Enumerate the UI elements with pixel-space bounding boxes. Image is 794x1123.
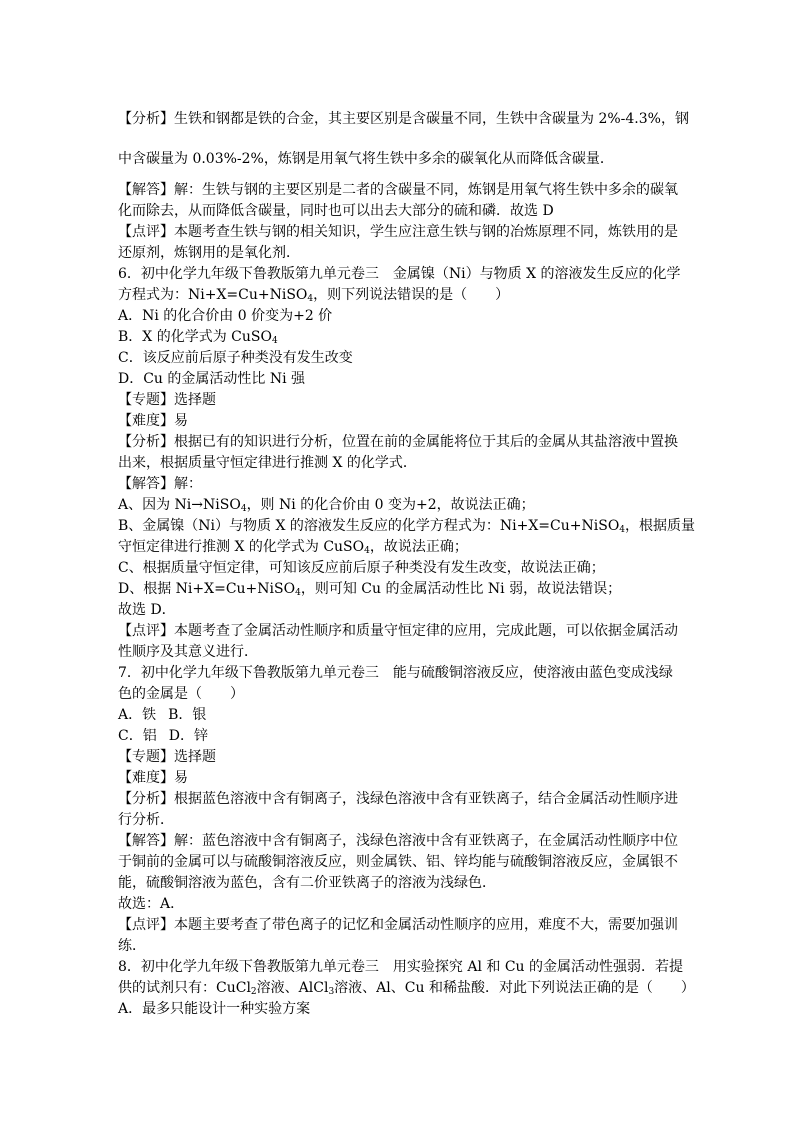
q6-analysis-line-1: 【分析】根据已有的知识进行分析，位置在前的金属能将位于其后的金属从其盐溶液中置换 (118, 434, 678, 450)
q6-answer-d-text-2: ，则可知 Cu 的金属活动性比 Ni 弱，故说法错误； (300, 581, 622, 597)
q6-answer-a (118, 496, 535, 514)
q6-answer-b-subscript-1: 4 (619, 525, 626, 535)
q6-comment-line-2: 性顺序及其意义进行． (118, 644, 258, 660)
q6-answer-b-line-2 (118, 538, 468, 556)
q6-answer-heading: 【解答】解： (118, 476, 202, 492)
q8-stem-text-c: 溶液、Al、Cu 和稀盐酸．对此下列说法正确的是（ ） (334, 980, 695, 996)
q5-comment-line-2: 还原剂，炼钢用的是氧化剂． (118, 245, 300, 261)
q6-answer-a-text-1: A、因为 Ni→NiSO (118, 497, 241, 513)
q6-final-choice: 故选 D． (118, 602, 176, 618)
q6-answer-b-text-3: 守恒定律进行推测 X 的化学式为 CuSO (118, 539, 365, 555)
q8-option-a: A．最多只能设计一种实验方案 (118, 1001, 311, 1017)
q6-answer-b-subscript-2: 4 (364, 546, 370, 556)
q8-stem-text-b: 溶液、AlCl (256, 980, 329, 996)
q6-stem-text-a: 方程式为：Ni+X=Cu+NiSO (118, 287, 308, 303)
q6-answer-d-subscript: 4 (295, 588, 301, 598)
q6-answer-d-text-1: D、根据 Ni+X=Cu+NiSO (118, 581, 296, 597)
q6-stem-line-2 (118, 286, 509, 304)
q7-stem-line-1: 7．初中化学九年级下鲁教版第九单元卷三 能与硫酸铜溶液反应，使溶液由蓝色变成浅绿 (118, 665, 673, 681)
q7-stem-line-2: 色的金属是（ ） (118, 686, 244, 702)
q5-analysis-line-2: 中含碳量为 0.03%-2%，炼钢是用氧气将生铁中多余的碳氧化从而降低含碳量． (118, 151, 614, 167)
q6-answer-b-text-1: B、金属镍（Ni）与物质 X 的溶液发生反应的化学方程式为：Ni+X=Cu+NiSO (118, 518, 620, 534)
q6-answer-d (118, 580, 621, 598)
q7-option-a: A．铁 (118, 707, 157, 723)
q7-option-d: D．锌 (168, 728, 208, 744)
q8-stem-line-2 (118, 979, 695, 997)
q6-answer-b-text-2: ，根据质量 (625, 518, 696, 534)
q6-option-c: C．该反应前后原子种类没有发生改变 (118, 350, 353, 366)
q6-answer-c: C、根据质量守恒定律，可知该反应前后原子种类没有发生改变，故说法正确； (118, 560, 605, 576)
q6-comment-line-1: 【点评】本题考查了金属活动性顺序和质量守恒定律的应用，完成此题，可以依据金属活动 (118, 623, 678, 639)
q6-stem-text-b: ，则下列说法错误的是（ ） (313, 287, 510, 303)
q7-answer-line-3: 能，硫酸铜溶液为蓝色，含有二价亚铁离子的溶液为浅绿色． (118, 875, 496, 891)
q7-difficulty: 【难度】易 (118, 770, 188, 786)
q6-option-b-text: B．X 的化学式为 CuSO (118, 329, 272, 345)
q6-analysis-line-2: 出来，根据质量守恒定律进行推测 X 的化学式． (118, 455, 417, 471)
q5-comment-line-1: 【点评】本题考查生铁与钢的相关知识，学生应注意生铁与钢的冶炼原理不同，炼铁用的是 (118, 224, 678, 240)
q6-answer-b-text-4: ，故说法正确； (369, 539, 468, 555)
q6-option-b-subscript: 4 (271, 336, 278, 346)
q5-analysis-line-1: 【分析】生铁和钢都是铁的合金，其主要区别是含碳量不同，生铁中含碳量为 2%-4.3%，钢 (118, 111, 689, 127)
q7-options-row-2 (118, 727, 208, 745)
q7-options-row-1 (118, 706, 206, 724)
q6-answer-b-line-1 (118, 517, 695, 535)
q7-answer-line-1: 【解答】解：蓝色溶液中含有铜离子，浅绿色溶液中含有亚铁离子，在金属活动性顺序中位 (118, 833, 678, 849)
q8-stem-text-a: 供的试剂只有：CuCl (118, 980, 251, 996)
q7-analysis-line-1: 【分析】根据蓝色溶液中含有铜离子，浅绿色溶液中含有亚铁离子，结合金属活动性顺序进 (118, 791, 678, 807)
q8-stem-subscript-2: 3 (328, 987, 335, 997)
q6-stem-line-1: 6．初中化学九年级下鲁教版第九单元卷三 金属镍（Ni）与物质 X 的溶液发生反应的化学 (118, 266, 681, 282)
q6-difficulty: 【难度】易 (118, 413, 188, 429)
q6-answer-a-text-2: ，则 Ni 的化合价由 0 变为+2，故说法正确； (246, 497, 535, 513)
q6-stem-subscript: 4 (307, 294, 314, 304)
q6-option-a: A．Ni 的化合价由 0 价变为+2 价 (118, 308, 333, 324)
q5-answer-line-2: 化而除去，从而降低含碳量，同时也可以出去大部分的硫和磷．故选 D (118, 203, 554, 219)
q7-final-choice: 故选：A． (118, 896, 185, 912)
q6-topic: 【专题】选择题 (118, 392, 216, 408)
q7-topic: 【专题】选择题 (118, 749, 216, 765)
q7-comment-line-2: 练． (118, 938, 146, 954)
q6-option-b (118, 328, 278, 346)
q7-comment-line-1: 【点评】本题主要考查了带色离子的记忆和金属活动性顺序的应用，难度不大，需要加强训 (118, 917, 678, 933)
q8-stem-subscript-1: 2 (250, 987, 257, 997)
q7-option-c: C．铝 (118, 728, 157, 744)
q7-analysis-line-2: 行分析． (118, 812, 174, 828)
q5-answer-line-1: 【解答】解：生铁与钢的主要区别是二者的含碳量不同，炼钢是用氧气将生铁中多余的碳氧 (118, 182, 678, 198)
q6-answer-a-subscript: 4 (240, 504, 247, 514)
q7-answer-line-2: 于铜前的金属可以与硫酸铜溶液反应，则金属铁、铝、锌均能与硫酸铜溶液反应，金属银不 (118, 854, 678, 870)
q8-stem-line-1: 8．初中化学九年级下鲁教版第九单元卷三 用实验探究 Al 和 Cu 的金属活动性强弱．若提 (118, 959, 684, 975)
q7-option-b: B．银 (168, 707, 207, 723)
q6-option-d: D．Cu 的金属活动性比 Ni 强 (118, 371, 306, 387)
